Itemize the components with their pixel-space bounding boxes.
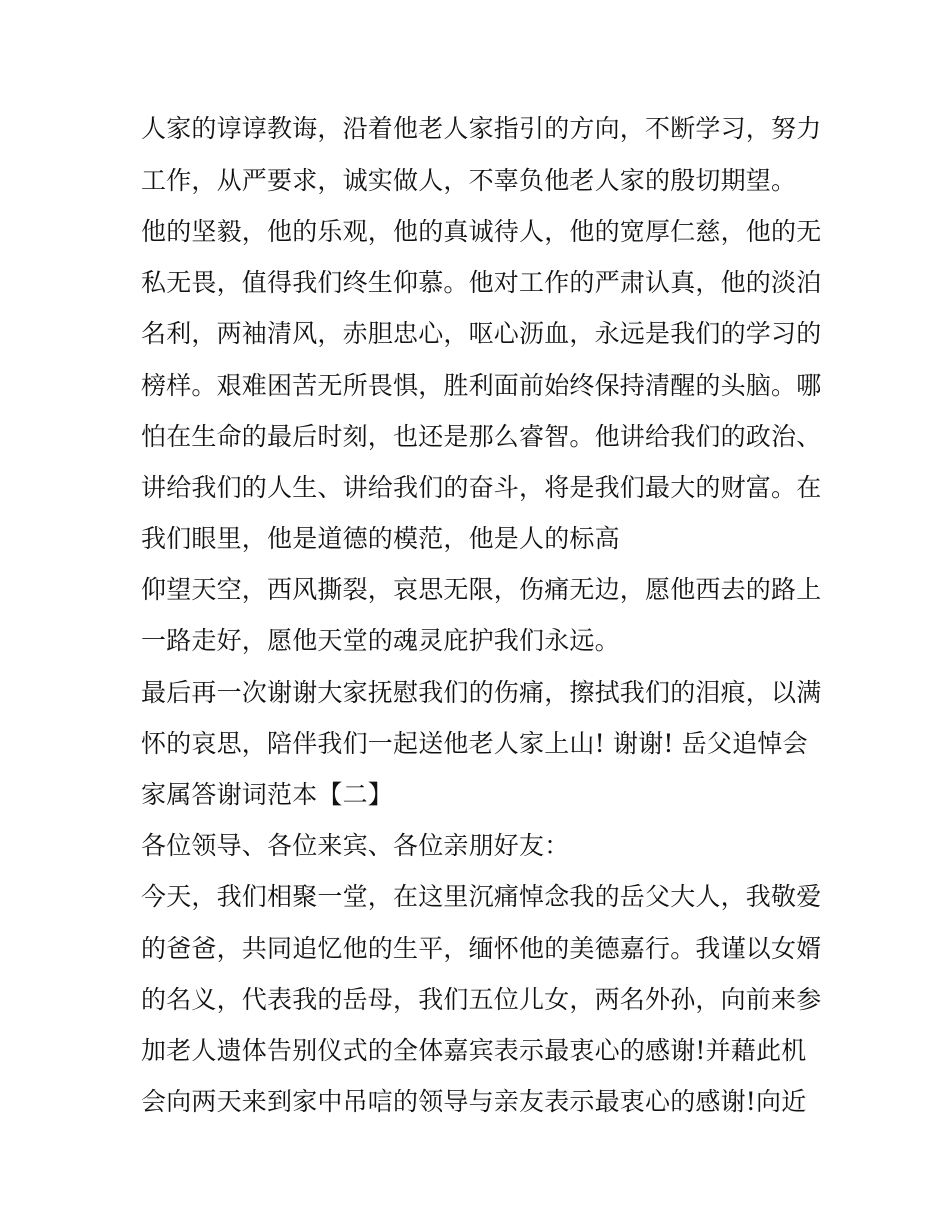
text-line: 人家的谆谆教诲，沿着他老人家指引的方向，不断学习，努力 <box>141 114 822 143</box>
text-line: 工作，从严要求，诚实做人，不辜负他老人家的殷切期望。 <box>141 166 797 195</box>
text-line: 私无畏，值得我们终生仰慕。他对工作的严肃认真，他的淡泊 <box>141 268 822 297</box>
text-line: 仰望天空，西风撕裂，哀思无限，伤痛无边，愿他西去的路上 <box>141 575 822 604</box>
text-line: 今天，我们相聚一堂，在这里沉痛悼念我的岳父大人，我敬爱 <box>141 882 822 911</box>
text-line: 名利，两袖清风，赤胆忠心，呕心沥血，永远是我们的学习的 <box>141 319 822 348</box>
text-line: 会向两天来到家中吊唁的领导与亲友表示最衷心的感谢!向近 <box>141 1087 807 1116</box>
text-line: 榜样。艰难困苦无所畏惧，胜利面前始终保持清醒的头脑。哪 <box>141 371 822 400</box>
text-line: 怀的哀思，陪伴我们一起送他老人家上山! 谢谢! 岳父追悼会 <box>141 729 808 758</box>
section-heading: 家属答谢词范本【二】 <box>141 780 394 809</box>
text-line: 他的坚毅，他的乐观，他的真诚待人，他的宽厚仁慈，他的无 <box>141 217 822 246</box>
text-line: 怕在生命的最后时刻，也还是那么睿智。他讲给我们的政治、 <box>141 422 822 451</box>
text-line: 讲给我们的人生、讲给我们的奋斗，将是我们最大的财富。在 <box>141 473 822 502</box>
text-line: 我们眼里，他是道德的模范，他是人的标高 <box>141 524 620 553</box>
text-line: 的爸爸，共同追忆他的生平，缅怀他的美德嘉行。我谨以女婿 <box>141 934 822 963</box>
salutation-line: 各位领导、各位来宾、各位亲朋好友： <box>141 831 570 860</box>
text-line: 加老人遗体告别仪式的全体嘉宾表示最衷心的感谢!并藉此机 <box>141 1036 807 1065</box>
text-line: 的名义，代表我的岳母，我们五位儿女，两名外孙，向前来参 <box>141 985 822 1014</box>
text-line: 一路走好，愿他天堂的魂灵庇护我们永远。 <box>141 626 620 655</box>
text-line: 最后再一次谢谢大家抚慰我们的伤痛，擦拭我们的泪痕，以满 <box>141 678 822 707</box>
